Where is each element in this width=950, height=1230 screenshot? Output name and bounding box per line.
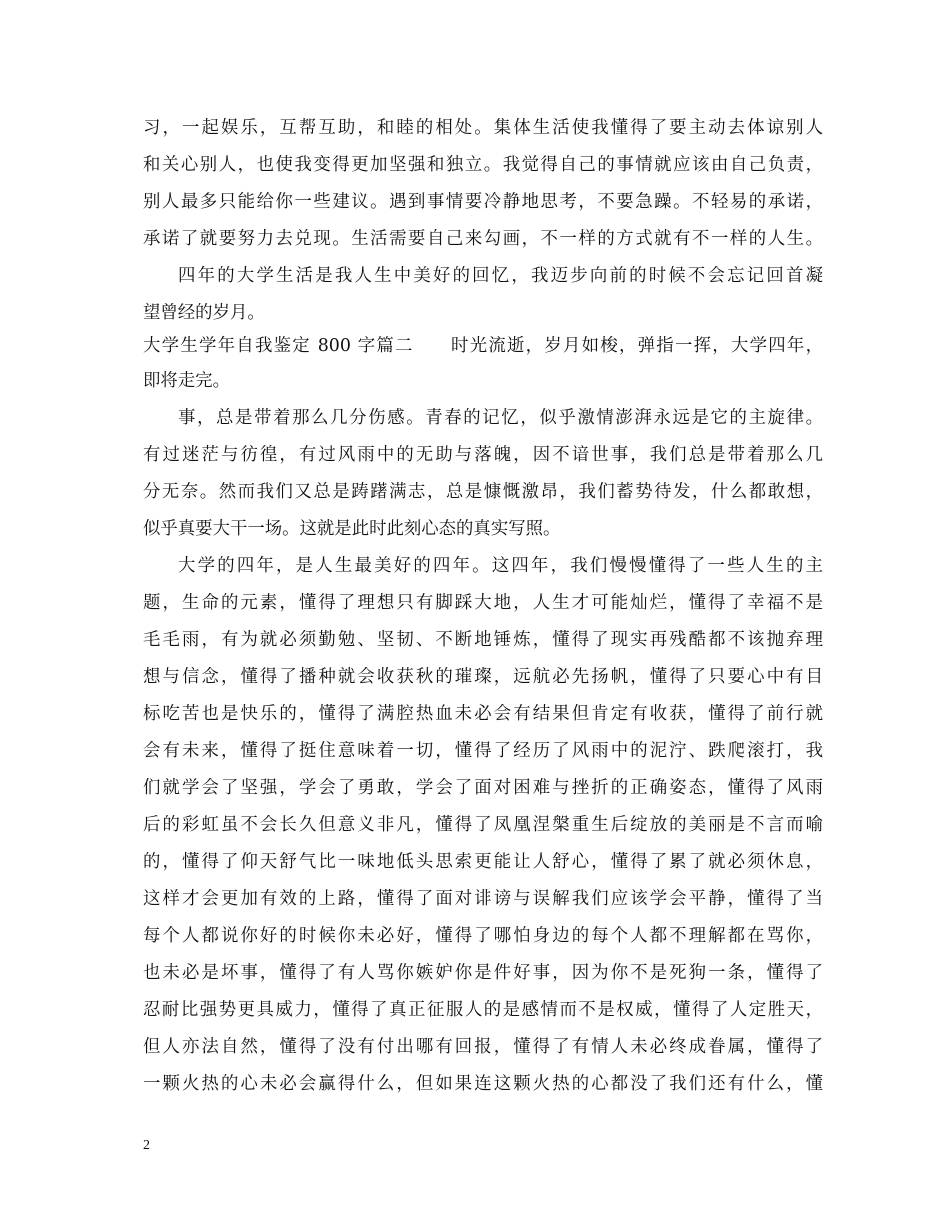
text-line: 的，懂得了仰天舒气比一味地低头思索更能让人舒心，懂得了累了就必须休息， [143, 852, 823, 872]
text-line: 想与信念，懂得了播种就会收获秋的璀璨，远航必先扬帆，懂得了只要心中有目 [143, 667, 823, 687]
text-line: 和关心别人，也使我变得更加坚强和独立。我觉得自己的事情就应该由自己负责， [143, 155, 823, 175]
text-line: 这样才会更加有效的上路，懂得了面对诽谤与误解我们应该学会平静，懂得了当 [143, 889, 823, 909]
text-line: 毛毛雨，有为就必须勤勉、坚韧、不断地锤炼，懂得了现实再残酷都不该抛弃理 [143, 630, 823, 650]
text-line: 标吃苦也是快乐的，懂得了满腔热血未必会有结果但肯定有收获，懂得了前行就 [143, 704, 823, 724]
text-line: 分无奈。然而我们又总是踌躇满志，总是慷慨激昂，我们蓄势待发，什么都敢想， [143, 482, 823, 502]
text-line: 大学的四年，是人生最美好的四年。这四年，我们慢慢懂得了一些人生的主 [178, 556, 823, 576]
text-line: 每个人都说你好的时候你未必好，懂得了哪怕身边的每个人都不理解都在骂你， [143, 926, 823, 946]
page-number: 2 [143, 1138, 150, 1153]
text-line: 有过迷茫与彷徨，有过风雨中的无助与落魄，因不谙世事，我们总是带着那么几 [143, 445, 823, 465]
text-line: 四年的大学生活是我人生中美好的回忆，我迈步向前的时候不会忘记回首凝 [178, 266, 823, 286]
text-line: 忍耐比强势更具威力，懂得了真正征服人的是感情而不是权威，懂得了人定胜天， [143, 1000, 823, 1020]
text-line: 别人最多只能给你一些建议。遇到事情要冷静地思考，不要急躁。不轻易的承诺， [143, 192, 823, 212]
text-line: 习，一起娱乐，互帮互助，和睦的相处。集体生活使我懂得了要主动去体谅别人 [143, 118, 823, 138]
text-line: 望曾经的岁月。 [143, 303, 265, 323]
text-line: 们就学会了坚强，学会了勇敢，学会了面对困难与挫折的正确姿态，懂得了风雨 [143, 778, 823, 798]
text-line: 后的彩虹虽不会长久但意义非凡，懂得了凤凰涅槃重生后绽放的美丽是不言而喻 [143, 815, 823, 835]
text-line: 似乎真要大干一场。这就是此时此刻心态的真实写照。 [143, 519, 561, 539]
text-line: 即将走完。 [143, 371, 230, 391]
text-line: 一颗火热的心未必会赢得什么，但如果连这颗火热的心都没了我们还有什么，懂 [143, 1074, 823, 1094]
text-line: 承诺了就要努力去兑现。生活需要自己来勾画，不一样的方式就有不一样的人生。 [143, 229, 823, 249]
text-line: 也未必是坏事，懂得了有人骂你嫉妒你是件好事，因为你不是死狗一条，懂得了 [143, 963, 823, 983]
text-line: 但人亦法自然，懂得了没有付出哪有回报，懂得了有情人未必终成眷属，懂得了 [143, 1037, 823, 1057]
section-heading-line: 大学生学年自我鉴定 800 字篇二 时光流逝，岁月如梭，弹指一挥，大学四年， [143, 336, 823, 356]
text-line: 题，生命的元素，懂得了理想只有脚踩大地，人生才可能灿烂，懂得了幸福不是 [143, 593, 823, 613]
text-line: 会有未来，懂得了挺住意味着一切，懂得了经历了风雨中的泥泞、跌爬滚打，我 [143, 741, 823, 761]
text-line: 事，总是带着那么几分伤感。青春的记忆，似乎激情澎湃永远是它的主旋律。 [178, 408, 823, 428]
